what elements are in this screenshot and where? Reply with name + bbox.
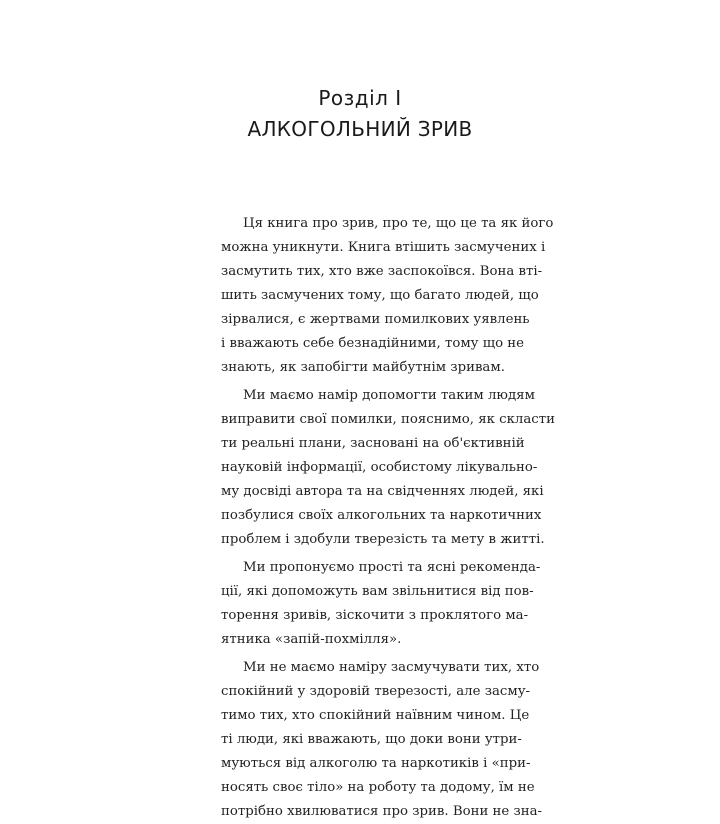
text-line: зірвалися, є жертвами помилкових уявлень — [221, 312, 530, 327]
text-line: носять своє тіло» на роботу та додому, їм не — [221, 780, 535, 795]
text-line: спокійний у здоровій тверезості, але засму- — [221, 684, 531, 699]
chapter-number: Розділ І — [318, 86, 402, 110]
body-text — [221, 212, 555, 824]
paragraph-1 — [221, 212, 554, 380]
text-line: му досвіді автора та на свідченнях людей, які — [221, 484, 544, 499]
text-line: науковій інформації, особистому лікувально- — [221, 460, 538, 475]
text-line: Ця книга про зрив, про те, що це та як його — [243, 216, 554, 231]
text-line: торення зривів, зіскочити з проклятого ма- — [221, 608, 529, 623]
text-line: Ми не маємо наміру засмучувати тих, хто — [243, 660, 540, 675]
text-line: і вважають себе безнадійними, тому що не — [221, 336, 525, 351]
text-line: ятника «запій-похмілля». — [221, 632, 402, 647]
text-line: шить засмучених тому, що багато людей, що — [221, 288, 539, 303]
text-line: виправити свої помилки, пояснимо, як скласти — [221, 412, 555, 427]
text-line: засмутить тих, хто вже заспокоївся. Вона вті- — [221, 264, 543, 279]
text-line: позбулися своїх алкогольних та наркотичних — [221, 508, 542, 523]
paragraph-4 — [221, 656, 543, 824]
text-line: Ми пропонуємо прості та ясні рекоменда- — [243, 560, 541, 575]
text-line: ти реальні плани, засновані на об'єктивній — [221, 436, 525, 451]
text-line: тимо тих, хто спокійний наївним чином. Це — [221, 708, 530, 723]
paragraph-3 — [221, 556, 541, 652]
text-line: муються від алкоголю та наркотиків і «при- — [221, 756, 531, 771]
text-line: ції, які допоможуть вам звільнитися від пов- — [221, 584, 534, 599]
paragraph-2 — [221, 384, 555, 552]
text-line: потрібно хвилюватися про зрив. Вони не зна- — [221, 804, 543, 819]
text-line: можна уникнути. Книга втішить засмучених і — [221, 240, 546, 255]
text-line: знають, як запобігти майбутнім зривам. — [221, 360, 505, 375]
chapter-title: АЛКОГОЛЬНИЙ ЗРИВ — [247, 117, 473, 141]
text-line: проблем і здобули тверезість та мету в житті. — [221, 532, 545, 547]
text-line: ті люди, які вважають, що доки вони утри- — [221, 732, 522, 747]
text-line: Ми маємо намір допомогти таким людям — [243, 388, 535, 403]
